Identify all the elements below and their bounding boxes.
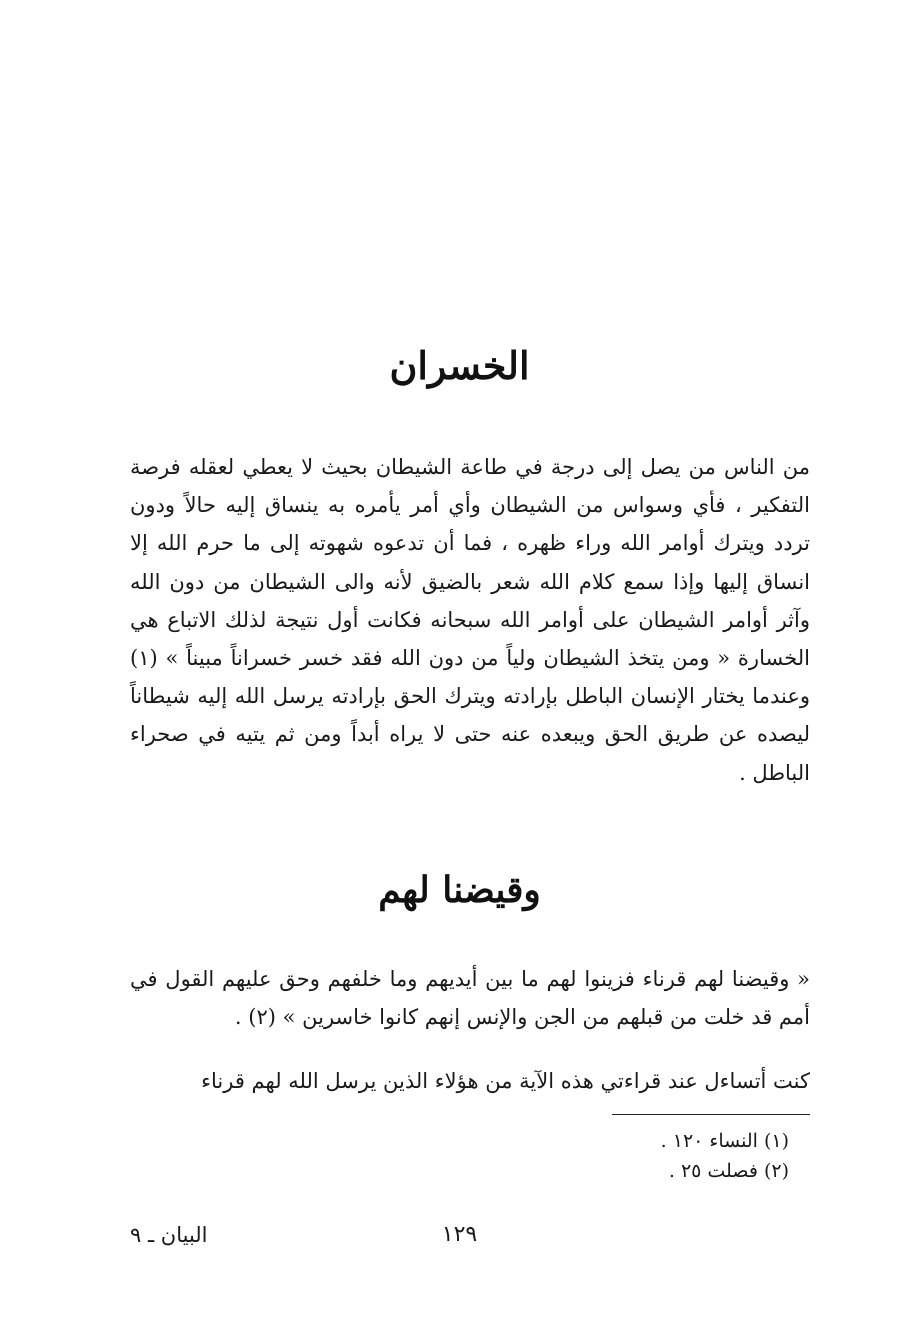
footnote-2: (٢) فصلت ٢٥ . [668, 1160, 789, 1182]
section-paragraph-loss: من الناس من يصل إلى درجة في طاعة الشيطان بحيث لا يعطي لعقله فرصة التفكير ، فأي وسواس من الشيطان وأي أمر يأمره به ينساق إليه حالاً ودون تردد ويترك أوامر الله وراء ظهره ، فما أن تدعوه شهوته إلى ما حرم الله إلا انساق إليها وإذا سمع كلام الله شعر بالضيق لأنه والى الشيطان من دون الله وآثر أوامر الشيطان على أوامر الله سبحانه فكانت أول نتيجة لذلك الاتباع هي الخسارة « ومن يتخذ الشيطان ولياً من دون الله فقد خسر خسراناً مبيناً » (١) وعندما يختار الإنسان الباطل بإرادته ويترك الحق بإرادته يرسل الله إليه شيطاناً ليصده عن طريق الحق ويبعده عنه حتى لا يراه أبداً ومن ثم يتيه في صحراء الباطل . [130, 455, 810, 785]
footnote-1: (١) النساء ١٢٠ . [660, 1130, 789, 1152]
section-title-companions: وقيضنا لهم [378, 869, 541, 911]
section-title-loss: الخسران [389, 343, 530, 388]
section-paragraph-companions: كنت أتساءل عند قراءتي هذه الآية من هؤلاء الذين يرسل الله لهم قرناء [201, 1069, 810, 1093]
page-number: ١٢٩ [441, 1222, 478, 1247]
footnotes [469, 1126, 789, 1186]
signature-mark: البيان ـ ٩ [130, 1223, 208, 1247]
footnote-divider [612, 1114, 810, 1115]
quranic-quote-paragraph: « وقيضنا لهم قرناء فزينوا لهم ما بين أيديهم وما خلفهم وحق عليهم القول في أمم قد خلت من قبلهم من الجن والإنس إنهم كانوا خاسرين » (٢) . [130, 967, 810, 1029]
